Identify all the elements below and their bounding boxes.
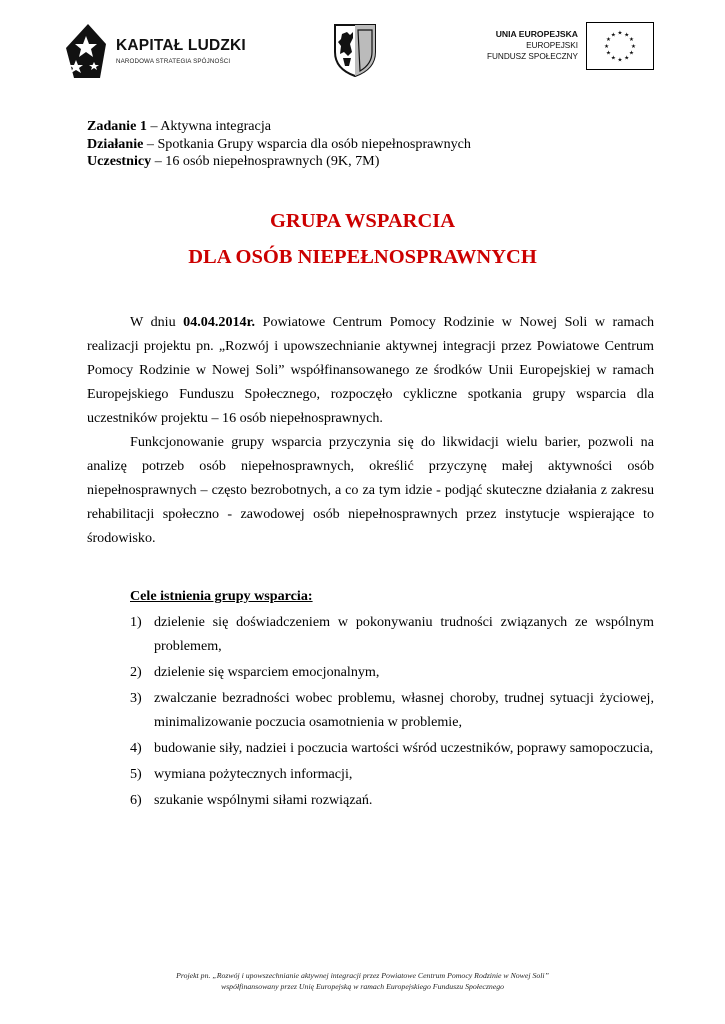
svg-text:★: ★ [630, 43, 636, 50]
list-item-number: 2) [130, 664, 142, 680]
list-item-text: zwalczanie bezradności wobec problemu, własnej choroby, trudnej sytuacji życiowej, minimalizowanie poczucia osamotnienia w problemie, [154, 690, 654, 730]
svg-text:★: ★ [604, 43, 610, 50]
list-item-number: 6) [130, 792, 142, 808]
svg-text:★: ★ [617, 30, 623, 37]
goals-heading: Cele istnienia grupy wsparcia: [130, 588, 313, 604]
list-item-number: 5) [130, 766, 142, 782]
list-item-number: 4) [130, 740, 142, 756]
svg-text:★: ★ [624, 32, 630, 39]
footer-line-2: współfinansowany przez Unię Europejską w ramach Europejskiego Funduszu Społecznego [220, 982, 505, 991]
task-label: Zadanie 1 [87, 118, 147, 134]
participants-line [87, 153, 471, 171]
svg-text:★: ★ [610, 55, 616, 62]
task-line [87, 118, 471, 136]
participants-value: – 16 osób niepełnosprawnych (9K, 7M) [151, 153, 380, 169]
page-footer [0, 970, 725, 992]
task-meta [87, 118, 471, 171]
svg-text:★: ★ [605, 37, 612, 44]
document-title-line-2: DLA OSÓB NIEPEŁNOSPRAWNYCH [188, 246, 537, 268]
kapital-ludzki-star-icon [66, 24, 108, 78]
svg-text:★: ★ [628, 50, 635, 57]
eu-fund-label-2: FUNDUSZ SPOŁECZNY [487, 52, 578, 61]
list-item-text: dzielenie się doświadczeniem w pokonywaniu trudności związanych ze wspólnym problemem, [154, 614, 654, 654]
list-item-number: 3) [130, 690, 142, 706]
list-item [130, 788, 654, 812]
action-value: – Spotkania Grupy wsparcia dla osób niepełnosprawnych [143, 135, 471, 152]
participants-label: Uczestnicy [87, 153, 152, 169]
eu-fund-label-1: EUROPEJSKI [526, 41, 578, 50]
footer-line-1: Projekt pn. „Rozwój i upowszechnianie aktywnej integracji przez Powiatowe Centrum Pomocy Rodzinie w Nowej Soli” [176, 971, 549, 980]
list-item [130, 762, 654, 786]
meeting-date: 04.04.2014r. [183, 314, 256, 330]
paragraph-2 [87, 430, 654, 550]
list-item-text: szukanie wspólnymi siłami rozwiązań. [154, 792, 373, 808]
kapital-ludzki-logo [66, 24, 256, 80]
list-item [130, 736, 654, 760]
svg-text:★: ★ [624, 55, 630, 62]
list-item [130, 660, 654, 684]
paragraph-1-rest: Powiatowe Centrum Pomocy Rodzinie w Nowej Soli w ramach realizacji projektu pn. „Rozwój i upowszechnianie aktywnej integracji przez Powiatowe Centrum Pomocy Rodzinie w Nowej Soli” współfinansowanego ze środków Unii Europejskiej w ramach Europejskiego Funduszu Społecznego, rozpoczęło cykliczne spotkania grupy wsparcia dla uczestników projektu – 16 osób niepełnosprawnych. [87, 314, 655, 426]
eu-logo-text [470, 29, 578, 62]
document-title-line-1: GRUPA WSPARCIA [269, 210, 456, 232]
eu-union-label: UNIA EUROPEJSKA [495, 29, 578, 39]
svg-text:★: ★ [605, 50, 612, 57]
svg-text:★: ★ [617, 57, 623, 64]
eu-flag-icon [586, 22, 654, 70]
action-label: Działanie [87, 135, 144, 152]
list-item-text: wymiana pożytecznych informacji, [154, 766, 353, 782]
list-item-number: 1) [130, 614, 142, 630]
task-value: – Aktywna integracja [146, 118, 271, 134]
svg-text:★: ★ [610, 32, 616, 39]
list-item-text: budowanie siły, nadziei i poczucia wartości wśród uczestników, poprawy samopoczucia, [154, 740, 654, 756]
paragraph-1-start: W dniu [130, 314, 184, 330]
svg-text:★: ★ [628, 37, 635, 44]
list-item [130, 610, 654, 658]
action-line [87, 136, 471, 154]
paragraph-2-text: Funkcjonowanie grupy wsparcia przyczynia się do likwidacji wielu barier, pozwoli na analizę potrzeb osób niepełnosprawnych, określić przyczynę małej aktywności osób niepełnosprawnych – często bezrobotnych, a co za tym idzie - podjąć skuteczne działania z zakresu rehabilitacji społeczno - zawodowej osób niepełnosprawnych przez instytucje wspierające to środowisko. [87, 434, 654, 546]
list-item [130, 686, 654, 734]
list-item-text: dzielenie się wsparciem emocjonalnym, [154, 664, 380, 680]
goals-list [130, 610, 654, 814]
paragraph-1 [87, 310, 654, 430]
coat-of-arms-icon [332, 22, 378, 78]
kapital-ludzki-title: KAPITAŁ LUDZKI [116, 37, 246, 54]
kapital-ludzki-subtitle: NARODOWA STRATEGIA SPÓJNOŚCI [116, 58, 231, 65]
